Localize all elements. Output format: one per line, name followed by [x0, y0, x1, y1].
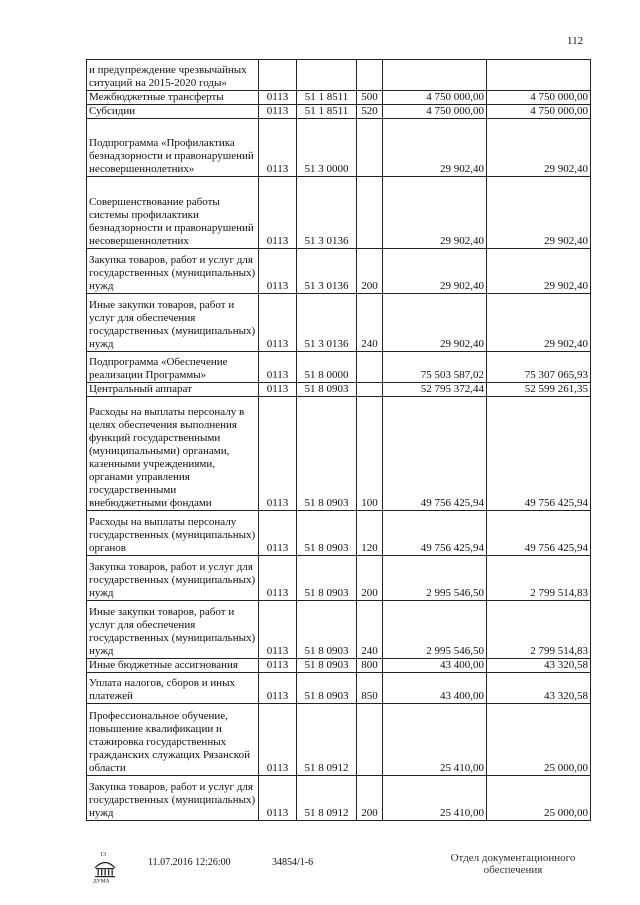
target-code-cell: 51 8 0903: [297, 397, 357, 511]
amount-2016-cell: 25 410,00: [383, 776, 487, 821]
expense-type-cell: 500: [357, 91, 383, 105]
department-line-1: Отдел документационного: [450, 852, 576, 864]
expense-type-cell: 240: [357, 294, 383, 352]
document-number: 34854/1-6: [272, 857, 314, 868]
amount-2016-cell: 75 503 587,02: [383, 352, 487, 383]
amount-2017-cell: 75 307 065,93: [487, 352, 591, 383]
budget-table-body: [87, 60, 591, 821]
table-row: [87, 397, 591, 511]
department-line-2: обеспечения: [483, 864, 543, 876]
amount-2017-cell: [487, 60, 591, 91]
amount-2016-cell: [383, 60, 487, 91]
section-code-cell: [259, 60, 297, 91]
expense-type-cell: 240: [357, 601, 383, 659]
expense-type-cell: 200: [357, 556, 383, 601]
target-code-cell: 51 8 0912: [297, 776, 357, 821]
section-code-cell: 0113: [259, 294, 297, 352]
amount-2017-cell: 29 902,40: [487, 294, 591, 352]
row-name-cell: Иные закупки товаров, работ и услуг для обеспечения государственных (муниципальных) нужд: [87, 294, 259, 352]
expense-type-cell: 850: [357, 673, 383, 704]
target-code-cell: 51 3 0000: [297, 119, 357, 177]
amount-2016-cell: 2 995 546,50: [383, 601, 487, 659]
table-row: [87, 119, 591, 177]
amount-2017-cell: 49 756 425,94: [487, 511, 591, 556]
section-code-cell: 0113: [259, 397, 297, 511]
target-code-cell: [297, 60, 357, 91]
amount-2017-cell: 43 320,58: [487, 659, 591, 673]
amount-2017-cell: 29 902,40: [487, 249, 591, 294]
amount-2016-cell: 29 902,40: [383, 294, 487, 352]
section-code-cell: 0113: [259, 383, 297, 397]
table-row: [87, 673, 591, 704]
section-code-cell: 0113: [259, 177, 297, 249]
section-code-cell: 0113: [259, 601, 297, 659]
amount-2016-cell: 43 400,00: [383, 673, 487, 704]
amount-2016-cell: 4 750 000,00: [383, 105, 487, 119]
amount-2016-cell: 29 902,40: [383, 249, 487, 294]
table-row: [87, 601, 591, 659]
table-row: [87, 383, 591, 397]
row-name-cell: Подпрограмма «Обеспечение реализации Программы»: [87, 352, 259, 383]
expense-type-cell: [357, 119, 383, 177]
row-name-cell: Субсидии: [87, 105, 259, 119]
department-stamp: [438, 852, 588, 876]
target-code-cell: 51 3 0136: [297, 294, 357, 352]
amount-2016-cell: 29 902,40: [383, 119, 487, 177]
amount-2017-cell: 52 599 261,35: [487, 383, 591, 397]
target-code-cell: 51 3 0136: [297, 249, 357, 294]
section-code-cell: 0113: [259, 673, 297, 704]
target-code-cell: 51 8 0903: [297, 601, 357, 659]
expense-type-cell: 200: [357, 776, 383, 821]
target-code-cell: 51 8 0000: [297, 352, 357, 383]
target-code-cell: 51 3 0136: [297, 177, 357, 249]
section-code-cell: 0113: [259, 556, 297, 601]
row-name-cell: Уплата налогов, сборов и иных платежей: [87, 673, 259, 704]
table-row: [87, 294, 591, 352]
duma-logo: [88, 849, 122, 883]
row-name-cell: Закупка товаров, работ и услуг для государственных (муниципальных) нужд: [87, 556, 259, 601]
amount-2016-cell: 49 756 425,94: [383, 397, 487, 511]
row-name-cell: Подпрограмма «Профилактика безнадзорности и правонарушений несовершеннолетних»: [87, 119, 259, 177]
section-code-cell: 0113: [259, 659, 297, 673]
row-name-cell: Иные закупки товаров, работ и услуг для обеспечения государственных (муниципальных) нужд: [87, 601, 259, 659]
table-row: [87, 177, 591, 249]
amount-2017-cell: 4 750 000,00: [487, 91, 591, 105]
budget-table: [86, 59, 591, 821]
expense-type-cell: [357, 177, 383, 249]
expense-type-cell: 120: [357, 511, 383, 556]
row-name-cell: Закупка товаров, работ и услуг для государственных (муниципальных) нужд: [87, 249, 259, 294]
target-code-cell: 51 1 8511: [297, 105, 357, 119]
table-row: [87, 704, 591, 776]
amount-2017-cell: 49 756 425,94: [487, 397, 591, 511]
amount-2016-cell: 2 995 546,50: [383, 556, 487, 601]
expense-type-cell: [357, 704, 383, 776]
table-row: [87, 249, 591, 294]
row-name-cell: Расходы на выплаты персоналу государственных (муниципальных) органов: [87, 511, 259, 556]
amount-2017-cell: 2 799 514,83: [487, 601, 591, 659]
amount-2017-cell: 4 750 000,00: [487, 105, 591, 119]
amount-2017-cell: 43 320,58: [487, 673, 591, 704]
expense-type-cell: 520: [357, 105, 383, 119]
document-datetime: 11.07.2016 12:26:00: [148, 857, 231, 868]
expense-type-cell: 200: [357, 249, 383, 294]
section-code-cell: 0113: [259, 511, 297, 556]
row-name-cell: Расходы на выплаты персоналу в целях обеспечения выполнения функций государственными (муниципальными) органами, казенными учреждениями, органами управления государственными внебюджетными фондами: [87, 397, 259, 511]
expense-type-cell: [357, 352, 383, 383]
target-code-cell: 51 8 0903: [297, 383, 357, 397]
amount-2017-cell: 25 000,00: [487, 776, 591, 821]
amount-2016-cell: 52 795 372,44: [383, 383, 487, 397]
amount-2016-cell: 29 902,40: [383, 177, 487, 249]
section-code-cell: 0113: [259, 91, 297, 105]
table-row: [87, 91, 591, 105]
amount-2017-cell: 29 902,40: [487, 119, 591, 177]
target-code-cell: 51 8 0903: [297, 511, 357, 556]
page-number: 112: [567, 35, 584, 47]
section-code-cell: 0113: [259, 352, 297, 383]
row-name-cell: Центральный аппарат: [87, 383, 259, 397]
table-row: [87, 659, 591, 673]
section-code-cell: 0113: [259, 776, 297, 821]
expense-type-cell: [357, 383, 383, 397]
table-row: [87, 105, 591, 119]
amount-2016-cell: 25 410,00: [383, 704, 487, 776]
row-name-cell: Закупка товаров, работ и услуг для государственных (муниципальных) нужд: [87, 776, 259, 821]
expense-type-cell: 800: [357, 659, 383, 673]
row-name-cell: Иные бюджетные ассигнования: [87, 659, 259, 673]
target-code-cell: 51 8 0903: [297, 659, 357, 673]
logo-number: 13: [100, 852, 106, 858]
amount-2017-cell: 29 902,40: [487, 177, 591, 249]
table-row: [87, 511, 591, 556]
row-name-cell: Профессиональное обучение, повышение квалификации и стажировка государственных гражданских служащих Рязанской области: [87, 704, 259, 776]
section-code-cell: 0113: [259, 249, 297, 294]
row-name-cell: и предупреждение чрезвычайных ситуаций на 2015-2020 годы»: [87, 60, 259, 91]
table-row: [87, 776, 591, 821]
row-name-cell: Межбюджетные трансферты: [87, 91, 259, 105]
target-code-cell: 51 8 0903: [297, 673, 357, 704]
amount-2017-cell: 25 000,00: [487, 704, 591, 776]
target-code-cell: 51 1 8511: [297, 91, 357, 105]
expense-type-cell: [357, 60, 383, 91]
table-row: [87, 60, 591, 91]
section-code-cell: 0113: [259, 704, 297, 776]
table-row: [87, 352, 591, 383]
target-code-cell: 51 8 0912: [297, 704, 357, 776]
table-row: [87, 556, 591, 601]
logo-text: ДУМА: [93, 878, 110, 883]
section-code-cell: 0113: [259, 105, 297, 119]
target-code-cell: 51 8 0903: [297, 556, 357, 601]
section-code-cell: 0113: [259, 119, 297, 177]
expense-type-cell: 100: [357, 397, 383, 511]
amount-2016-cell: 49 756 425,94: [383, 511, 487, 556]
amount-2017-cell: 2 799 514,83: [487, 556, 591, 601]
row-name-cell: Совершенствование работы системы профилактики безнадзорности и правонарушений несовершеннолетних: [87, 177, 259, 249]
document-footer: [0, 849, 640, 899]
amount-2016-cell: 43 400,00: [383, 659, 487, 673]
amount-2016-cell: 4 750 000,00: [383, 91, 487, 105]
